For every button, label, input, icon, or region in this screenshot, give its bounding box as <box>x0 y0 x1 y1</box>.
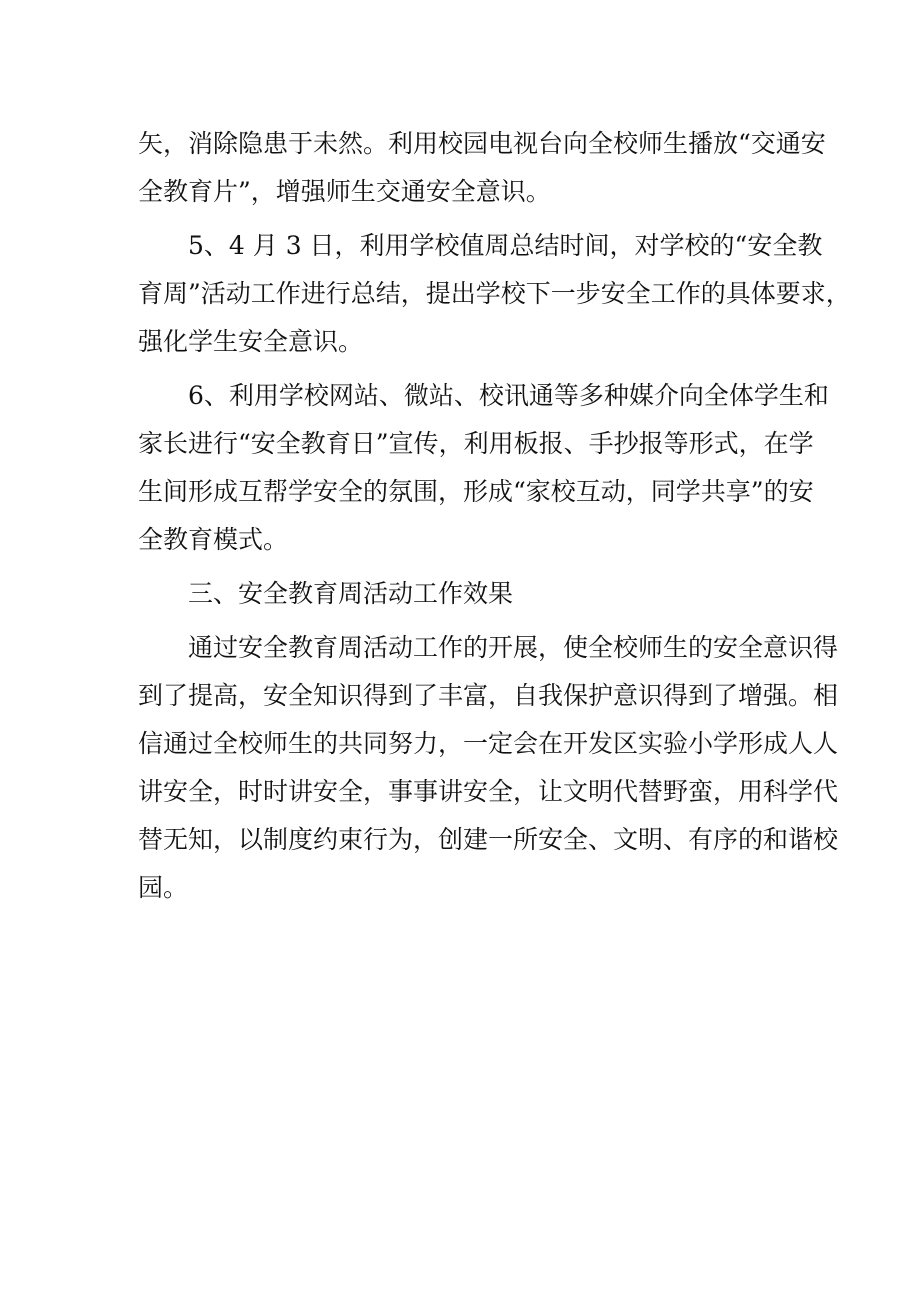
text-line: 替无知，以制度约束行为，创建一所安全、文明、有序的和谐校 <box>138 825 839 854</box>
paragraph-item-5 <box>138 222 851 366</box>
text-line: 6、利用学校网站、微站、校讯通等多种媒介向全体学生和 <box>188 381 829 410</box>
text-line: 园。 <box>138 873 189 902</box>
text-line: 全教育片”，增强师生交通安全意识。 <box>138 177 551 206</box>
text-line: 全教育模式。 <box>138 525 289 554</box>
paragraph-effects <box>138 624 839 912</box>
document-body <box>138 120 851 918</box>
text-line: 到了提高，安全知识得到了丰富，自我保护意识得到了增强。相 <box>138 681 839 710</box>
text-line: 家长进行“安全教育日”宣传，利用板报、手抄报等形式，在学 <box>138 429 814 458</box>
text-line: 强化学生安全意识。 <box>138 327 364 356</box>
section-heading <box>138 570 788 618</box>
text-line: 通过安全教育周活动工作的开展，使全校师生的安全意识得 <box>188 633 839 662</box>
paragraph-item-6 <box>138 372 829 564</box>
text-line: 信通过全校师生的共同努力，一定会在开发区实验小学形成人人 <box>138 729 839 758</box>
text-line: 育周”活动工作进行总结，提出学校下一步安全工作的具体要求， <box>138 279 851 308</box>
text-line: 讲安全，时时讲安全，事事讲安全，让文明代替野蛮，用科学代 <box>138 777 839 806</box>
text-line: 矢，消除隐患于未然。利用校园电视台向全校师生播放“交通安 <box>138 129 826 158</box>
text-line: 生间形成互帮学安全的氛围，形成“家校互动，同学共享”的安 <box>138 477 814 506</box>
paragraph-continuation <box>138 120 826 216</box>
text-line: 5、4 月 3 日，利用学校值周总结时间，对学校的“安全教 <box>188 231 823 260</box>
heading-line: 三、安全教育周活动工作效果 <box>188 579 514 608</box>
